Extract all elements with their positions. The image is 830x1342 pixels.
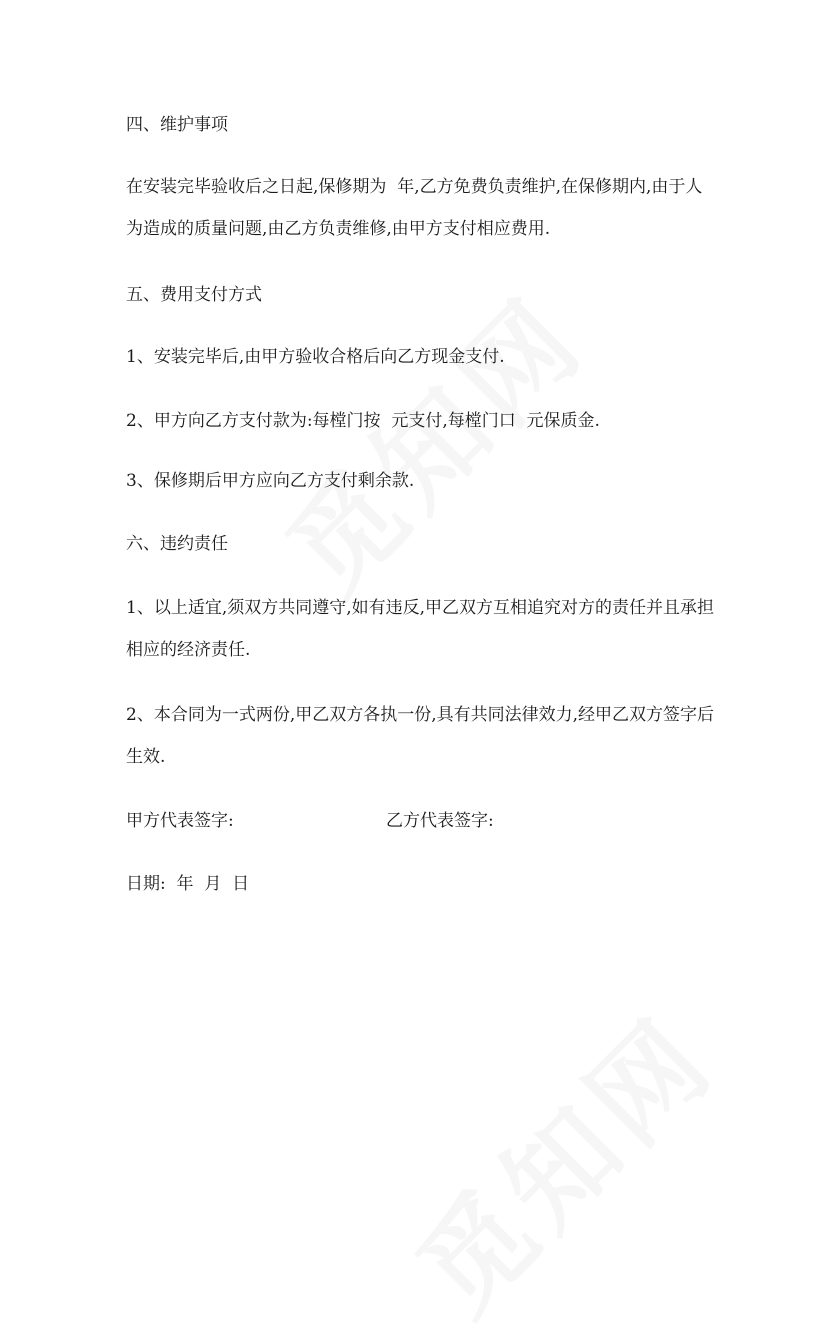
- watermark: [247, 256, 613, 622]
- signature-party-a: 甲方代表签字:: [126, 811, 234, 831]
- date-line: 日期: 年 月 日: [126, 874, 250, 894]
- paragraph-line: 3、保修期后甲方应向乙方支付剩余款.: [126, 471, 415, 491]
- paragraph-line: 在安装完毕验收后之日起,保修期为 年,乙方免费负责维护,在保修期内,由于人: [126, 177, 703, 197]
- signature-party-b: 乙方代表签字:: [386, 811, 494, 831]
- watermark: [377, 976, 743, 1342]
- section-heading-maintenance: 四、维护事项: [126, 115, 228, 135]
- section-heading-payment: 五、费用支付方式: [126, 285, 262, 305]
- paragraph-line: 为造成的质量问题,由乙方负责维修,由甲方支付相应费用.: [126, 219, 551, 239]
- paragraph-line: 生效.: [126, 747, 166, 767]
- paragraph-line: 2、甲方向乙方支付款为:每樘门按 元支付,每樘门口 元保质金.: [126, 411, 600, 431]
- section-heading-breach: 六、违约责任: [126, 534, 228, 554]
- paragraph-line: 1、以上适宜,须双方共同遵守,如有违反,甲乙双方互相追究对方的责任并且承担: [126, 598, 715, 618]
- paragraph-line: 相应的经济责任.: [126, 640, 251, 660]
- paragraph-line: 1、安装完毕后,由甲方验收合格后向乙方现金支付.: [126, 347, 505, 367]
- paragraph-line: 2、本合同为一式两份,甲乙双方各执一份,具有共同法律效力,经甲乙双方签字后: [126, 705, 715, 725]
